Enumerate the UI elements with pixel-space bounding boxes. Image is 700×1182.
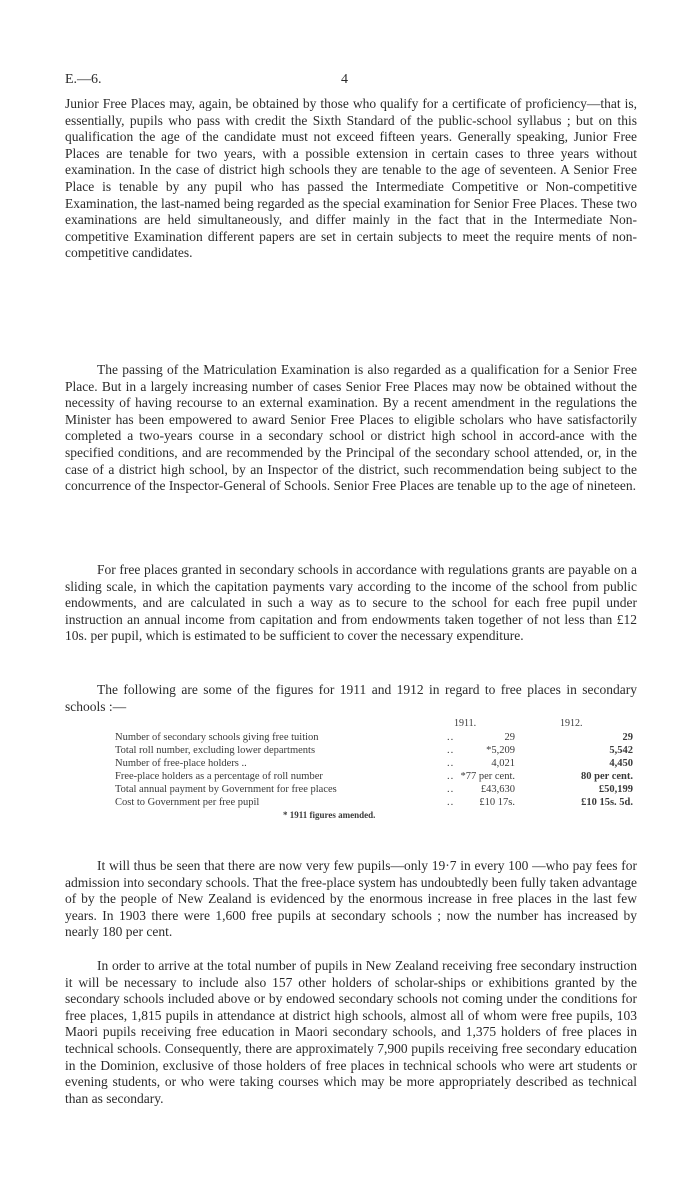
value-1911: £10 17s. <box>479 797 515 808</box>
value-1912: £10 15s. 5d. <box>581 797 633 808</box>
value-1911: 29 <box>504 732 515 743</box>
paragraph-figures-intro: The following are some of the figures for 1911 and 1912 in regard to free places in secondary schools :— <box>65 682 637 714</box>
page-header <box>65 72 635 92</box>
page-number: 4 <box>341 72 348 87</box>
value-1911: *5,209 <box>486 745 515 756</box>
row-label: Total roll number, excluding lower departments <box>115 745 316 756</box>
body-text <box>65 96 637 1158</box>
row-label: Total annual payment by Government for free places <box>115 784 337 795</box>
value-1911: £43,630 <box>480 784 515 795</box>
paragraph-few-pupils: It will thus be seen that there are now very few pupils—only 19·7 in every 100 —who pay fees for admission into secondary schools. That the free-place system has undoubtedly been fully taken advantage of by the people of New Zealand is evidenced by the enormous increase in free places in the last few years. In 1903 there were 1,600 free pupils at secondary schools ; now the number has increased by nearly 180 per cent. <box>65 858 637 940</box>
table-row <box>115 732 635 746</box>
value-1911: *77 per cent. <box>460 771 515 782</box>
document-id: E.—6. <box>65 72 102 87</box>
row-label: Number of free-place holders .. <box>115 758 247 769</box>
table-row <box>115 758 635 772</box>
value-1911: 4,021 <box>491 758 515 769</box>
row-label: Cost to Government per free pupil <box>115 797 260 808</box>
paragraph-total-pupils: In order to arrive at the total number of pupils in New Zealand receiving free secondary instruction it will be necessary to include also 157 other holders of scholar-ships or exhibitions granted by the secondary schools included above or by endowed secondary schools not coming under the conditions for free places, 1,815 pupils in attendance at district high schools, almost all of whom were free pupils, 103 Maori pupils receiving free education in Maori secondary schools, and 1,375 holders of free places in technical schools. Consequently, there are approximately 7,900 pupils receiving free secondary education in the Dominion, exclusive of those holders of free places in technical schools who were art students or evening students, or who were taking courses which may be more appropriately described as technical than as secondary. <box>65 958 637 1106</box>
row-leader: .. <box>447 758 455 769</box>
table-row <box>115 771 635 785</box>
value-1912: 80 per cent. <box>580 771 633 782</box>
table-footnote: * 1911 figures amended. <box>283 810 376 820</box>
row-leader: .. <box>447 771 455 782</box>
value-1912: 4,450 <box>609 758 633 769</box>
paragraph-junior-free-places: Junior Free Places may, again, be obtained by those who qualify for a certificate of proficiency—that is, essentially, pupils who pass with credit the Sixth Standard of the public-school syllabus ; but on this qualification the age of the candidate must not exceed fifteen years. Generally speaking, Junior Free Places are tenable for two years, with a possible extension in certain cases to three years without examination. In the case of district high schools they are tenable to the age of seventeen. A Senior Free Place is tenable by any pupil who has passed the Intermediate Competitive or Non-competitive Examination, the last-named being regarded as the special examination for Senior Free Places. These two examinations are held simultaneously, and differ mainly in the fact that in the Intermediate Non-competitive Examination different papers are set in certain subjects to meet the require ments of non-competitive candidates. <box>65 96 637 261</box>
value-1912: 29 <box>622 732 633 743</box>
row-leader: .. <box>447 732 455 743</box>
table-row <box>115 745 635 759</box>
column-header-1912: 1912. <box>560 718 583 729</box>
value-1912: £50,199 <box>598 784 633 795</box>
row-leader: .. <box>447 784 455 795</box>
column-header-1911: 1911. <box>454 718 477 729</box>
row-label: Free-place holders as a percentage of roll number <box>115 771 323 782</box>
row-leader: .. <box>447 797 455 808</box>
free-places-table <box>65 718 637 822</box>
table-row <box>115 797 635 811</box>
value-1912: 5,542 <box>609 745 633 756</box>
row-label: Number of secondary schools giving free tuition <box>115 732 319 743</box>
table-row <box>115 784 635 798</box>
row-leader: .. <box>447 745 455 756</box>
paragraph-matriculation: The passing of the Matriculation Examination is also regarded as a qualification for a Senior Free Place. But in a largely increasing number of cases Senior Free Places may now be obtained without the necessity of having recourse to an external examination. By a recent amendment in the regulations the Minister has been empowered to award Senior Free Places to eligible scholars who have satisfactorily completed a two-years course in a secondary school or district high school in accord-ance with the specified conditions, and are recommended by the Principal of the secondary school attended, or, in the case of a district high school, by an Inspector of the district, such recommendation being subject to the concurrence of the Inspector-General of Schools. Senior Free Places are tenable up to the age of nineteen. <box>65 362 637 494</box>
paragraph-grants: For free places granted in secondary schools in accordance with regulations grants are payable on a sliding scale, in which the capitation payments vary according to the income of the school from public endowments, and are calculated in such a way as to secure to the school for each free pupil under instruction an annual income from capitation and from endowments taken together of not less than £12 10s. per pupil, which is estimated to be sufficient to cover the necessary expenditure. <box>65 562 637 644</box>
